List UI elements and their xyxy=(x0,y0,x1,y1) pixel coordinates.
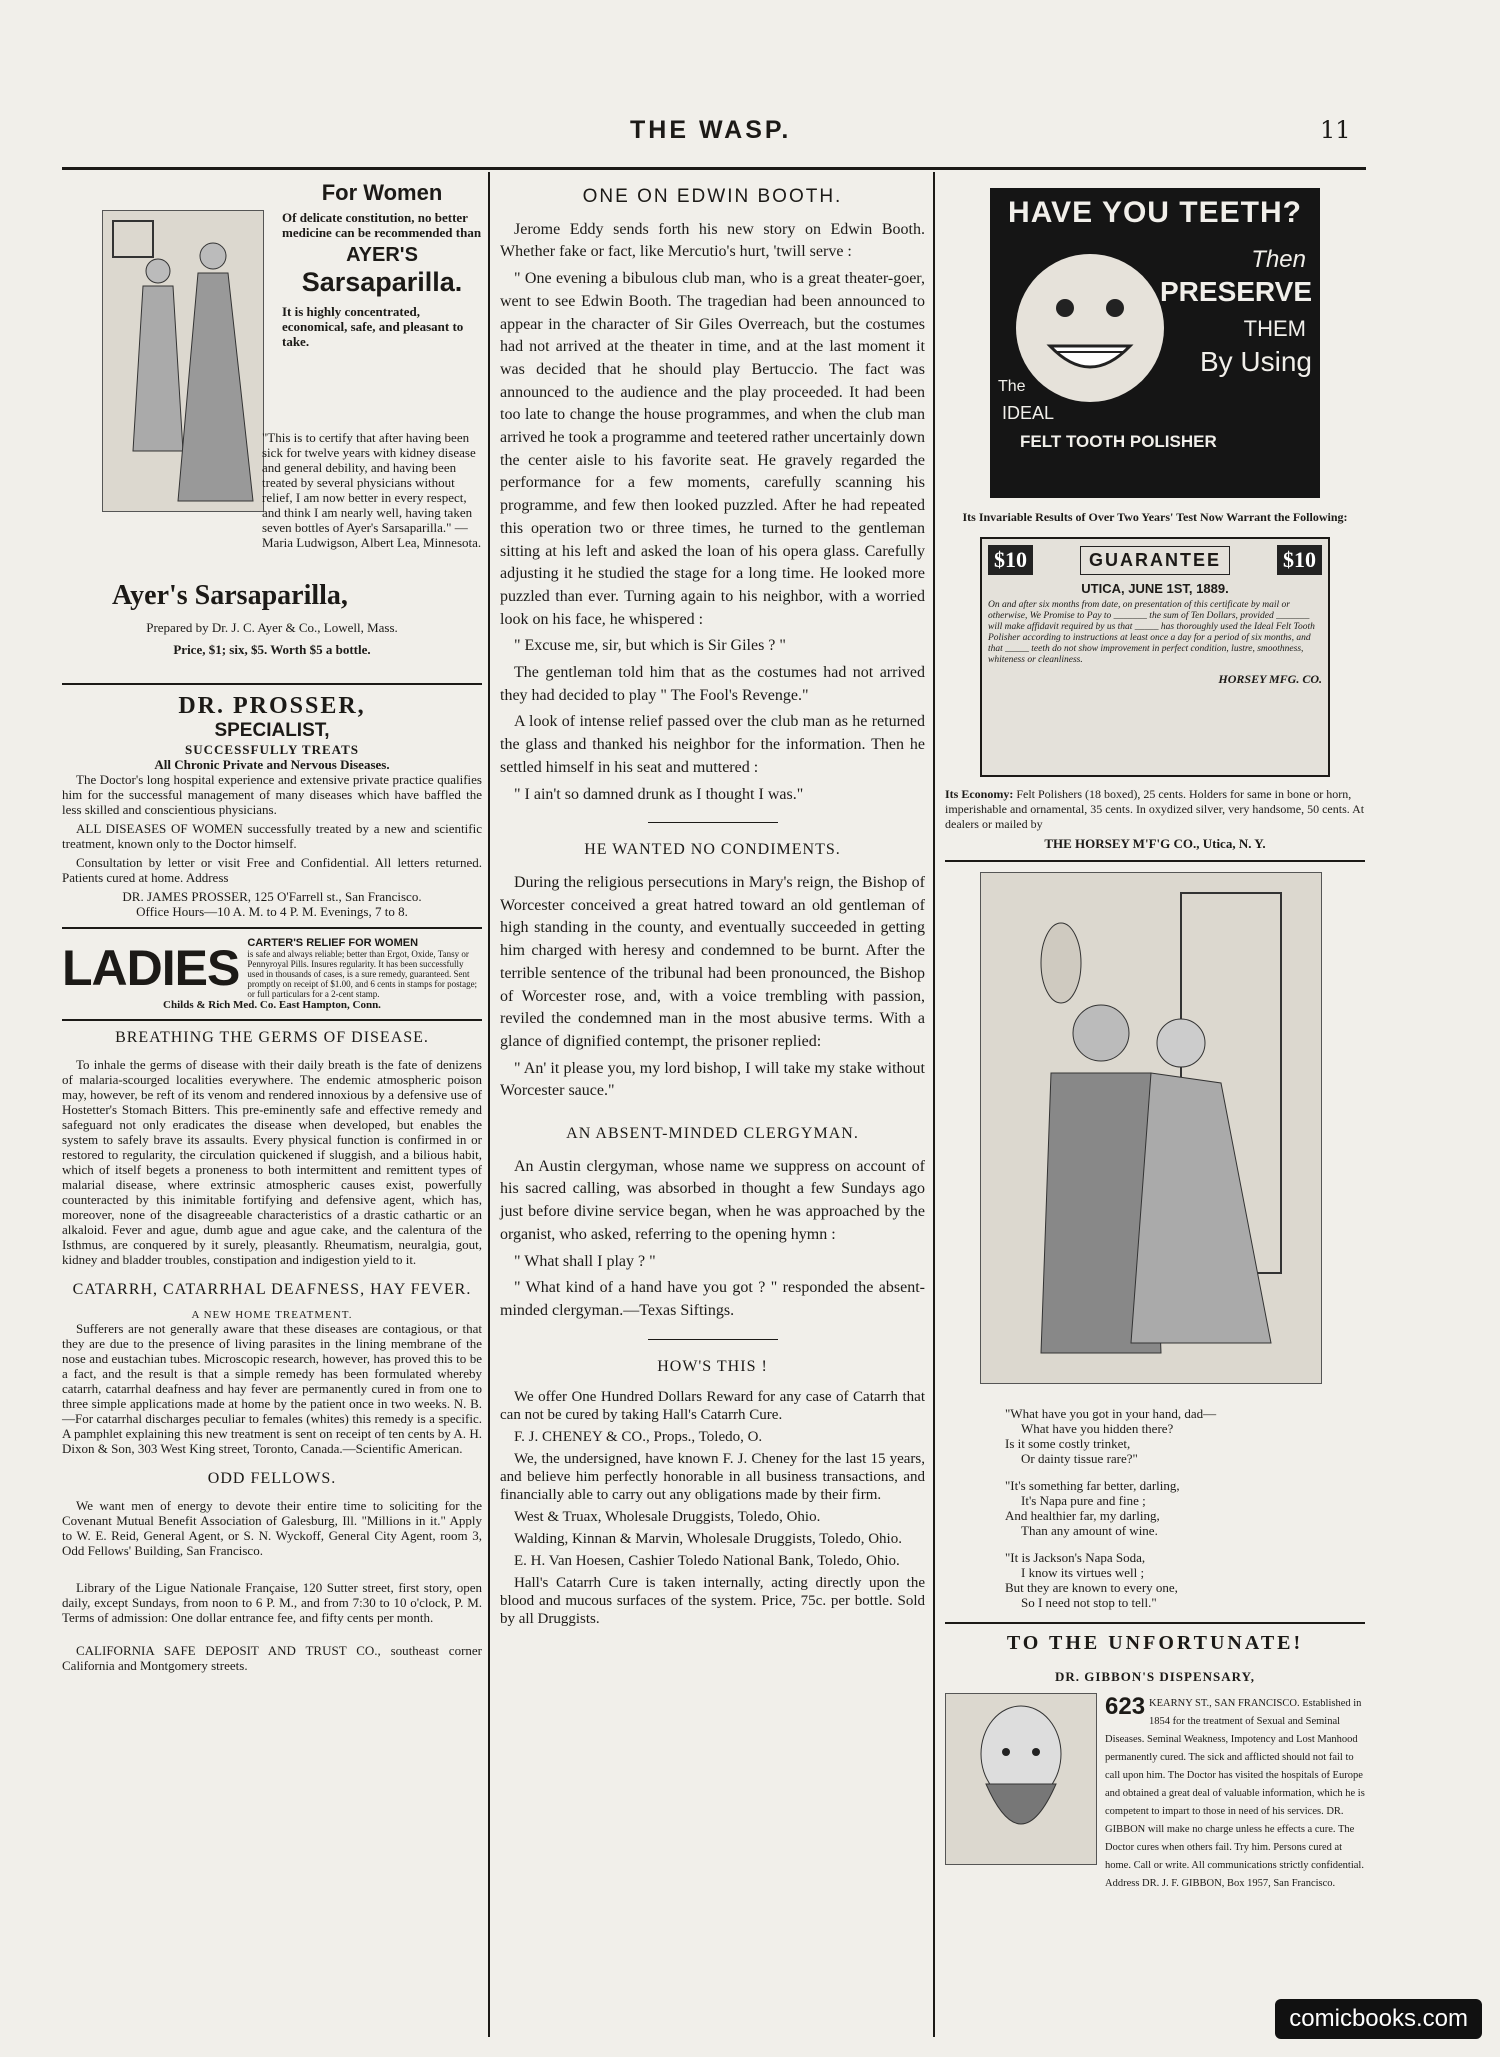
poem-stanza xyxy=(1005,1478,1365,1538)
column-divider-2 xyxy=(933,172,935,2037)
guarantee-body: On and after six months from date, on presentation of this certificate by mail or otherwise, We Promise to Pay to _______ the sum of Ten Dollars, provided _______ will make affidavit required by us that _____ has thoroughly used the Ideal Felt Tooth Polisher according to instructions at least once a day for a period of six months, and that _____ teeth do not show improvement in perfect condition, lustre, smoothness, whiteness or cleanliness. xyxy=(988,600,1315,665)
condiments-title: HE WANTED NO CONDIMENTS. xyxy=(584,841,841,859)
teeth-line2: PRESERVE xyxy=(1160,276,1312,307)
bearded-man-icon xyxy=(946,1694,1096,1864)
column-3 xyxy=(945,180,1365,1891)
catarrh-body: Sufferers are not generally aware that these diseases are contagious, or that they are due to the presence of living parasites in the lining membrane of the nose and eustachian tubes. Microscopic research, however, has proved this to be a fact, and the result is that a simple remedy has been formulated whereby catarrh, catarrhal deafness and hay fever are permanently cured in from one to three simple applications made at home by the patient once in two weeks. N. B.—For catarrhal discharges peculiar to females (whites) this remedy is a specific. A pamphlet explaining this new treatment is sent on receipt of ten cents by A. H. Dixon & Son, 303 West King street, Toronto, Canada.—Scientific American. xyxy=(62,1321,482,1456)
publication-title: THE WASP. xyxy=(630,116,792,144)
paragraph: The gentleman told him that as the costumes had not arrived they had decided to play " The Fool's Revenge." xyxy=(500,664,925,704)
poem-line: What have you hidden there? xyxy=(1021,1421,1174,1436)
ladies-company: Childs & Rich Med. Co. East Hampton, Conn. xyxy=(163,999,381,1011)
paragraph: Hall's Catarrh Cure is taken internally, acting directly upon the blood and mucous surfaces of the system. Price, 75c. per bottle. Sold by all Druggists. xyxy=(500,1575,925,1628)
gibbon-portrait xyxy=(945,1693,1097,1865)
gibbon-subtitle: DR. GIBBON'S DISPENSARY, xyxy=(1054,1669,1256,1684)
prosser-body2: ALL DISEASES OF WOMEN successfully treated by a new and scientific treatment, known only to the Doctor himself. xyxy=(62,821,482,851)
poem-line: Is it some costly trinket, xyxy=(1005,1436,1131,1451)
economy-text xyxy=(945,787,1365,832)
paragraph: " An' it please you, my lord bishop, I will take my stake without Worcester sauce." xyxy=(500,1059,925,1100)
ayer-brand-line1: AYER'S xyxy=(346,244,418,266)
poem-line: "It's something far better, darling, xyxy=(1005,1478,1180,1493)
ladies-head: CARTER'S RELIEF FOR WOMEN xyxy=(247,937,419,949)
column-1 xyxy=(62,180,482,1677)
separator xyxy=(648,1339,778,1340)
teeth-caption: Its Invariable Results of Over Two Years' Test Now Warrant the Following: xyxy=(962,510,1348,524)
paragraph: E. H. Van Hoesen, Cashier Toledo National Bank, Toledo, Ohio. xyxy=(514,1553,900,1570)
library-notice: Library of the Ligue Nationale Française, 120 Sutter street, first story, open daily, except Sundays, from noon to 6 P. M., and from 7:30 to 10 o'clock, P. M. Terms of admission: One dollar entrance fee, and fifty cents per month. xyxy=(62,1580,482,1625)
catarrh-subtitle: A NEW HOME TREATMENT. xyxy=(191,1309,353,1321)
teeth-the: The xyxy=(998,378,1026,395)
hows-this-title: HOW'S THIS ! xyxy=(657,1357,768,1375)
prosser-line2: All Chronic Private and Nervous Diseases. xyxy=(154,757,390,772)
guarantee-amount-left: $10 xyxy=(988,545,1033,575)
ayer-prepared-by: Prepared by Dr. J. C. Ayer & Co., Lowell, Mass. xyxy=(146,620,398,635)
guarantee-amount-right: $10 xyxy=(1277,545,1322,575)
germs-title: BREATHING THE GERMS OF DISEASE. xyxy=(115,1029,429,1046)
poem-line: "It is Jackson's Napa Soda, xyxy=(1005,1550,1146,1565)
prosser-body: The Doctor's long hospital experience and extensive private practice qualifies him for the successful management of many diseases which have baffled the less skilled and conscientious physicians. xyxy=(62,772,482,817)
paragraph: F. J. CHENEY & CO., Props., Toledo, O. xyxy=(514,1429,763,1446)
paragraph: West & Truax, Wholesale Druggists, Toledo, Ohio. xyxy=(514,1509,821,1526)
paragraph: Walding, Kinnan & Marvin, Wholesale Druggists, Toledo, Ohio. xyxy=(514,1531,902,1548)
gibbon-body: KEARNY ST., SAN FRANCISCO. Established in 1854 for the treatment of Sexual and Seminal Diseases. Seminal Weakness, Impotency and Lost Manhood permanently cured. The sick and afflicted should not fail to call upon him. The Doctor has visited the hospitals of Europe and obtained a great deal of valuable information, which he is competent to impart to those in need of his services. DR. GIBBON will make no charge unless he effects a cure. The Doctor cures when others fail. Try him. Persons cured at home. Call or write. All communications strictly confidential. Address DR. J. F. GIBBON, Box 1957, San Francisco. xyxy=(1105,1698,1365,1889)
prosser-address: DR. JAMES PROSSER, 125 O'Farrell st., San Francisco. xyxy=(122,889,422,904)
ayer-product-name: Ayer's Sarsaparilla, xyxy=(112,580,348,611)
paragraph: A look of intense relief passed over the club man as he returned the glass and thanked his neighbor for the information. Then he settled himself in his seat and muttered : xyxy=(500,713,925,776)
guarantee-certificate xyxy=(980,537,1330,777)
teeth-ideal: IDEAL xyxy=(1002,403,1055,423)
condiments-story xyxy=(500,872,925,1103)
poem-line: Or dainty tissue rare?" xyxy=(1021,1451,1138,1466)
booth-story xyxy=(500,219,925,807)
oddfellows-title: ODD FELLOWS. xyxy=(207,1470,337,1487)
divider xyxy=(62,927,482,929)
prosser-subtitle: SPECIALIST, xyxy=(214,720,330,741)
ayer-description: It is highly concentrated, economical, safe, and pleasant to take. xyxy=(282,304,464,349)
poem-line: So I need not stop to tell." xyxy=(1021,1595,1157,1610)
napa-poem xyxy=(1005,1406,1365,1610)
teeth-product: FELT TOOTH POLISHER xyxy=(1020,432,1217,451)
ladies-ad xyxy=(62,937,482,999)
ayer-brand-line2: Sarsaparilla. xyxy=(301,267,463,297)
divider xyxy=(62,683,482,685)
ayer-testimonial: "This is to certify that after having been sick for twelve years with kidney disease and general debility, and having been treated by several physicians without relief, I am now better in every respect, and think I am nearly well, having taken seven bottles of Ayer's Sarsaparilla." — Maria Ludwigson, Albert Lea, Minnesota. xyxy=(262,430,482,550)
paragraph: " I ain't so damned drunk as I thought I was." xyxy=(514,785,804,803)
father-daughter-icon xyxy=(981,873,1321,1383)
gibbon-title: TO THE UNFORTUNATE! xyxy=(1006,1632,1304,1654)
prosser-line1: SUCCESSFULLY TREATS xyxy=(185,742,359,757)
prosser-hours: Office Hours—10 A. M. to 4 P. M. Evenings, 7 to 8. xyxy=(136,904,408,919)
guarantee-word: GUARANTEE xyxy=(1080,546,1230,575)
ladies-big-word: LADIES xyxy=(62,940,240,996)
poem-line: But they are known to every one, xyxy=(1005,1580,1178,1595)
poem-stanza xyxy=(1005,1406,1365,1466)
booth-title: ONE ON EDWIN BOOTH. xyxy=(582,186,843,207)
column-2 xyxy=(500,180,925,1632)
gibbon-number: 623 xyxy=(1105,1693,1146,1720)
paragraph: We offer One Hundred Dollars Reward for any case of Catarrh that can not be cured by taking Hall's Catarrh Cure. xyxy=(500,1389,925,1424)
separator xyxy=(648,822,778,823)
page-number: 11 xyxy=(1320,116,1351,144)
guarantee-signer: HORSEY MFG. CO. xyxy=(1218,672,1322,686)
masthead xyxy=(0,112,1500,152)
teeth-line4: By Using xyxy=(1199,346,1312,377)
poem-line: Than any amount of wine. xyxy=(1021,1523,1158,1538)
economy-lead: Its Economy: xyxy=(945,787,1014,801)
paragraph: An Austin clergyman, whose name we suppress on account of his sacred calling, was absorbed in thought a few Sundays ago just before divine service began, when he was approached by the organist, who asked, referring to the opening hymn : xyxy=(500,1157,925,1243)
ayer-ad xyxy=(62,180,482,675)
paragraph: Jerome Eddy sends forth his new story on Edwin Booth. Whether fake or fact, like Mercutio's hurt, 'twill serve : xyxy=(500,220,925,261)
column-divider-1 xyxy=(488,172,490,2037)
ladies-text: is safe and always reliable; better than Ergot, Oxide, Tansy or Pennyroyal Pills. Insures regularity. It has been successfully used in thousands of cases, is a sure remedy, guaranteed. Sent promptly on receipt of $1.00, and 6 cents in stamps for postage; or full particulars for a 2-cent stamp. xyxy=(247,949,478,999)
paragraph: " What kind of a hand have you got ? " responded the absent-minded clergyman.—Texas Siftings. xyxy=(500,1279,925,1319)
guarantee-date: UTICA, JUNE 1ST, 1889. xyxy=(1081,581,1229,596)
divider xyxy=(945,1622,1365,1624)
poem-line: I know its virtues well ; xyxy=(1021,1565,1145,1580)
paragraph: " Excuse me, sir, but which is Sir Giles ? " xyxy=(514,637,786,655)
paragraph: We, the undersigned, have known F. J. Cheney for the last 15 years, and believe him perfectly honorable in all business transactions, and financially able to carry out any obligations made by their firm. xyxy=(500,1451,925,1504)
poem-line: "What have you got in your hand, dad— xyxy=(1005,1406,1217,1421)
divider xyxy=(62,1019,482,1021)
prosser-ad xyxy=(62,693,482,919)
economy-company: THE HORSEY M'F'G CO., Utica, N. Y. xyxy=(1044,836,1266,851)
paragraph: " What shall I play ? " xyxy=(514,1252,656,1270)
paragraph: " One evening a bibulous club man, who is a great theater-goer, went to see Edwin Booth. The tragedian had been announced to appear in the character of Sir Giles Overreach, but the costumes had not arrived at the theater in time, and at the last moment it was decided that he should play Bertuccio. The fact was announced to the audience and the play proceeded. It had been too late to change the house programmes, and when the club man arrived he took a programme and teetered rather uncertainly down the center aisle to his favorite seat. He gravely regarded the performance for a few moments, carefully scanning his programme, and few then looked puzzled. After he had repeated this operation two or three times, he turned to the gentleman sitting at his left and asked the loan of his opera glass. Carefully adjusting it he studied the stage for a long time. He looked more puzzled than ever. Turning again to his neighbor, with a worried look on his face, he whispered : xyxy=(500,270,925,628)
economy-body: Felt Polishers (18 boxed), 25 cents. Holders for same in bone or horn, imperishable and ornamental, 35 cents. In oxydized silver, very handsome, 50 cents. At dealers or mailed by xyxy=(945,787,1365,831)
header-rule xyxy=(62,167,1366,170)
napa-illustration xyxy=(980,872,1322,1384)
oddfellows-body: We want men of energy to devote their entire time to soliciting for the Covenant Mutual Benefit Association of Galesburg, Ill. "Millions in it." Apply to W. E. Reid, General Agent, or S. N. Wyckoff, General City Agent, room 3, Odd Fellows' Building, San Francisco. xyxy=(62,1498,482,1558)
poem-line: It's Napa pure and fine ; xyxy=(1021,1493,1146,1508)
poem-line: And healthier far, my darling, xyxy=(1005,1508,1160,1523)
clergyman-story xyxy=(500,1156,925,1323)
hows-this-ad xyxy=(500,1388,925,1628)
prosser-body3: Consultation by letter or visit Free and Confidential. All letters returned. Patients cured at home. Address xyxy=(62,855,482,885)
ayer-intro: Of delicate constitution, no better medicine can be recommended than xyxy=(282,210,482,240)
catarrh-title: CATARRH, CATARRHAL DEAFNESS, HAY FEVER. xyxy=(72,1281,472,1298)
watermark: comicbooks.com xyxy=(1275,1999,1482,2039)
prosser-title: DR. PROSSER, xyxy=(178,693,366,719)
divider xyxy=(945,860,1365,862)
deposit-notice: CALIFORNIA SAFE DEPOSIT AND TRUST CO., southeast corner California and Montgomery streets. xyxy=(62,1643,482,1673)
ayer-heading: For Women xyxy=(321,180,443,205)
teeth-line3: THEM xyxy=(1243,316,1306,341)
paragraph: During the religious persecutions in Mary's reign, the Bishop of Worcester conceived a great hatred toward an old gentleman of high standing in the county, and eventually succeeded in getting him charged with heresy and condemned to be burnt. After the terrible sentence of the tribunal had been pronounced, the Bishop of Worcester rose, and, with a voice trembling with passion, reviled the condemned man in the most abusive terms. With a glance of dignified contempt, the prisoner replied: xyxy=(500,873,925,1050)
ayer-price: Price, $1; six, $5. Worth $5 a bottle. xyxy=(173,642,371,657)
teeth-ad xyxy=(990,188,1320,498)
smiling-moon-icon xyxy=(1010,248,1170,408)
germs-body: To inhale the germs of disease with their daily breath is the fate of denizens of malaria-scourged localities everywhere. The endemic atmospheric poison may, however, be reft of its venom and rendered innoxious by a defensive use of Hostetter's Stomach Bitters. This pre-eminently safe and effective remedy and safeguard not only eradicates the disease when developed, but enables the system to safely brave its assaults. Every physical function is confirmed in or restored to regularity, the circulation quickened if sluggish, and a bilious habit, which of itself begets a proneness to both intermittent and remittent types of malarial disease, where extrinsic atmospheric causes exist, powerfully counteracted by this inimitable fortifying and defensive agent, which has, moreover, none of the disagreeable characteristics of a drastic cathartic or an alkaloid. Fever and ague, dumb ague and ague cake, and the calentura of the Isthmus, are conquered by it surely, pleasantly. Rheumatism, neuralgia, gout, kidney and bladder troubles, constipation and indigestion yield to it. xyxy=(62,1057,482,1267)
teeth-headline: HAVE YOU TEETH? xyxy=(1008,196,1302,229)
poem-stanza xyxy=(1005,1550,1365,1610)
teeth-line1: Then xyxy=(1251,246,1306,273)
clergyman-title: AN ABSENT-MINDED CLERGYMAN. xyxy=(566,1125,859,1143)
